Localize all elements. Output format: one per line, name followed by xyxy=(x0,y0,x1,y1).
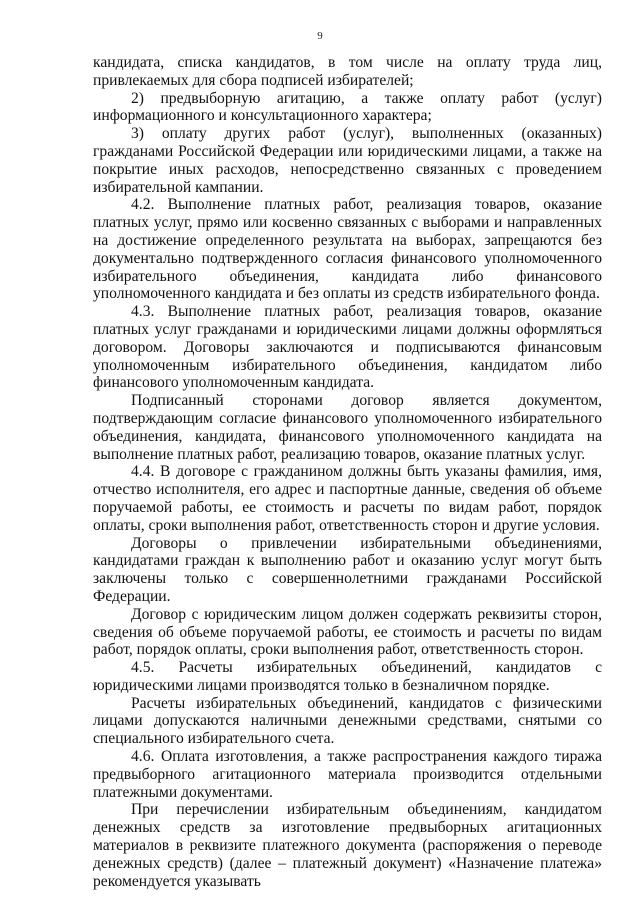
paragraph-4-2: 4.2. Выполнение платных работ, реализация товаров, оказание платных услуг, прямо или косвенно связанных с выборами и направленных на достижение определенного результата на выборах, запрещаются без документально подтвержденного согласия финансового уполномоченного избирательного объединения, кандидата либо финансового уполномоченного кандидата и без оплаты из средств избирательного фонда. xyxy=(93,196,602,303)
paragraph-4-5: 4.5. Расчеты избирательных объединений, кандидатов с юридическими лицами производятся только в безналичном порядке. xyxy=(93,659,602,694)
paragraph-signed-contract: Подписанный сторонами договор является документом, подтверждающим согласие финансового уполномоченного избирательного объединения, кандидата, финансового уполномоченного кандидата на выполнение платных работ, реализацию товаров, оказание платных услуг. xyxy=(93,392,602,463)
paragraph-item-2: 2) предвыборную агитацию, а также оплату работ (услуг) информационного и консультационного характера; xyxy=(93,89,602,125)
paragraph-4-4: 4.4. В договоре с гражданином должны быть указаны фамилия, имя, отчество исполнителя, его адрес и паспортные данные, сведения об объеме поручаемой работы, ее стоимость и расчеты по видам работ, порядок оплаты, сроки выполнения работ, ответственность сторон и другие условия. xyxy=(93,463,602,534)
paragraph-cash-settlements: Расчеты избирательных объединений, кандидатов с физическими лицами допускаются наличными денежными средствами, снятыми со специального избирательного счета. xyxy=(93,694,602,748)
paragraph-contract-legal-entity: Договор с юридическим лицом должен содержать реквизиты сторон, сведения об объеме поручаемой работы, ее стоимость и расчеты по видам работ, порядок оплаты, сроки выполнения работ, ответственность сторон. xyxy=(93,605,602,659)
paragraph-payment-purpose: При перечислении избирательным объединениям, кандидатом денежных средств за изготовление предвыборных агитационных материалов в реквизите платежного документа (распоряжения о переводе денежных средств) (далее – платежный документ) «Назначение платежа» рекомендуется указывать xyxy=(93,801,602,890)
paragraph-continuation: кандидата, списка кандидатов, в том числе на оплату труда лиц, привлекаемых для сбора подписей избирателей; xyxy=(93,54,602,89)
paragraph-contracts-citizens: Договоры о привлечении избирательными объединениями, кандидатами граждан к выполнению работ и оказанию услуг могут быть заключены только с совершеннолетними гражданами Российской Федерации. xyxy=(93,534,602,605)
paragraph-4-3: 4.3. Выполнение платных работ, реализация товаров, оказание платных услуг гражданами и юридическими лицами должны оформляться договором. Договоры заключаются и подписываются финансовым уполномоченным избирательного объединения, кандидатом либо финансового уполномоченным кандидата. xyxy=(93,303,602,392)
page-number: 9 xyxy=(317,30,323,42)
document-body xyxy=(93,54,602,890)
paragraph-4-6: 4.6. Оплата изготовления, а также распространения каждого тиража предвыборного агитационного материала производится отдельными платежными документами. xyxy=(93,748,602,801)
paragraph-item-3: 3) оплату других работ (услуг), выполненных (оказанных) гражданами Российской Федерации или юридическими лицами, а также на покрытие иных расходов, непосредственно связанных с проведением избирательной кампании. xyxy=(93,125,602,196)
